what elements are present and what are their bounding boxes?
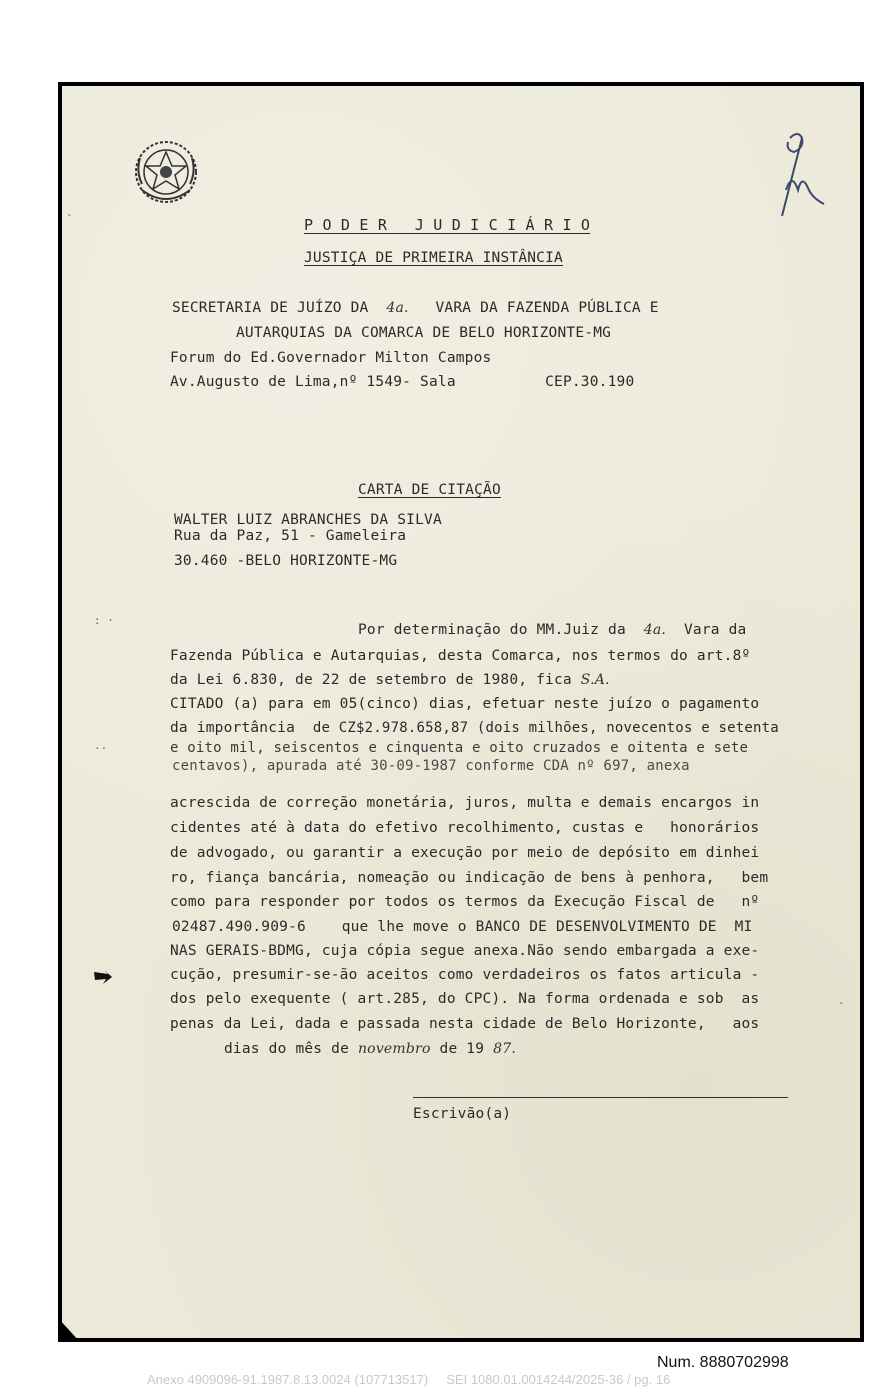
recipient-street: Rua da Paz, 51 - Gameleira xyxy=(174,528,407,544)
execution-number: 02487.490.909-6 xyxy=(172,919,306,935)
address-line-3: Forum do Ed.Governador Milton Campos xyxy=(170,350,492,366)
scan-speck: - xyxy=(838,996,845,1009)
address-line-1-suffix: VARA DA FAZENDA PÚBLICA E xyxy=(435,300,659,316)
body-year: 87. xyxy=(493,1041,516,1057)
address-line-1 xyxy=(172,300,659,316)
address-line-4 xyxy=(170,374,634,390)
body-line-3 xyxy=(170,672,610,688)
address-line-2: AUTARQUIAS DA COMARCA DE BELO HORIZONTE-MG xyxy=(236,325,612,341)
body-line-18a: dias do mês de xyxy=(224,1041,350,1057)
body-line-6: e oito mil, seiscentos e cinquenta e oito cruzados e oitenta e sete xyxy=(170,740,749,756)
document-metadata: Anexo 4909096-91.1987.8.13.0024 (107713517) SEI 1080.01.0014244/2025-36 / pg. 16 xyxy=(147,1372,671,1387)
scan-corner xyxy=(58,1318,80,1342)
body-line-11: ro, fiança bancária, nomeação ou indicação de bens à penhora, bem xyxy=(170,870,769,886)
body-line-17: penas da Lei, dada e passada nesta cidade de Belo Horizonte, aos xyxy=(170,1016,760,1032)
body-amount: de CZ$2.978.658,87 (dois milhões, novecentos e setenta xyxy=(312,720,779,736)
body-line-10: de advogado, ou garantir a execução por meio de depósito em dinhei xyxy=(170,845,760,861)
body-line-14: NAS GERAIS-BDMG, cuja cópia segue anexa.Não sendo embargada a exe- xyxy=(170,943,760,959)
body-line-18 xyxy=(224,1041,516,1057)
signature-label: Escrivão(a) xyxy=(413,1106,512,1122)
vara-number: 4a. xyxy=(386,300,409,316)
document-title: CARTA DE CITAÇÃO xyxy=(358,482,501,498)
coat-of-arms-seal-icon xyxy=(132,138,200,208)
document-number: Num. 8880702998 xyxy=(657,1354,789,1371)
body-line-8: acrescida de correção monetária, juros, multa e demais encargos in xyxy=(170,795,760,811)
body-line-1 xyxy=(358,622,746,638)
margin-arrow-mark xyxy=(92,968,114,986)
body-vara: 4a. xyxy=(643,622,667,638)
scan-speck: : · xyxy=(94,614,114,627)
body-line-9: cidentes até à data do efetivo recolhimento, custas e honorários xyxy=(170,820,760,836)
scan-speck: - xyxy=(66,208,73,221)
page-title: P O D E R J U D I C I Á R I O xyxy=(304,216,591,234)
body-line-2: Fazenda Pública e Autarquias, desta Comarca, nos termos do art.8º xyxy=(170,648,751,664)
body-line-5a: da importância xyxy=(170,720,296,736)
body-line-7: centavos), apurada até 30-09-1987 conforme CDA nº 697, anexa xyxy=(172,758,690,774)
address-cep: CEP.30.190 xyxy=(545,374,635,390)
address-street: Av.Augusto de Lima,nº 1549- Sala xyxy=(170,374,456,390)
body-line-5 xyxy=(170,720,779,736)
address-line-1-prefix: SECRETARIA DE JUÍZO DA xyxy=(172,300,369,316)
handwritten-initials xyxy=(768,128,832,220)
body-month: novembro xyxy=(357,1041,431,1057)
page-subtitle: JUSTIÇA DE PRIMEIRA INSTÂNCIA xyxy=(304,250,563,266)
recipient-name: WALTER LUIZ ABRANCHES DA SILVA xyxy=(174,512,442,528)
body-line-4: CITADO (a) para em 05(cinco) dias, efetuar neste juízo o pagamento xyxy=(170,696,760,712)
recipient-city: 30.460 -BELO HORIZONTE-MG xyxy=(174,553,398,569)
body-line-13 xyxy=(172,919,752,935)
body-line-13b: que lhe move o BANCO DE DESENVOLVIMENTO DE MI xyxy=(341,919,753,935)
signature-line xyxy=(413,1097,788,1098)
paper-sheet xyxy=(62,86,860,1338)
body-sa: S.A. xyxy=(580,672,610,688)
body-line-12: como para responder por todos os termos da Execução Fiscal de nº xyxy=(170,894,760,910)
body-line-1a: Por determinação do MM.Juiz da xyxy=(358,622,626,638)
body-line-18c: de 19 xyxy=(439,1041,485,1057)
body-line-1c: Vara da xyxy=(683,622,747,638)
body-line-16: dos pelo exequente ( art.285, do CPC). Na forma ordenada e sob as xyxy=(170,991,760,1007)
body-line-15: cução, presumir-se-ão aceitos como verdadeiros os fatos articula - xyxy=(170,967,760,983)
scan-speck: ·· xyxy=(94,742,108,755)
body-line-3a: da Lei 6.830, de 22 de setembro de 1980, fica xyxy=(170,672,572,688)
